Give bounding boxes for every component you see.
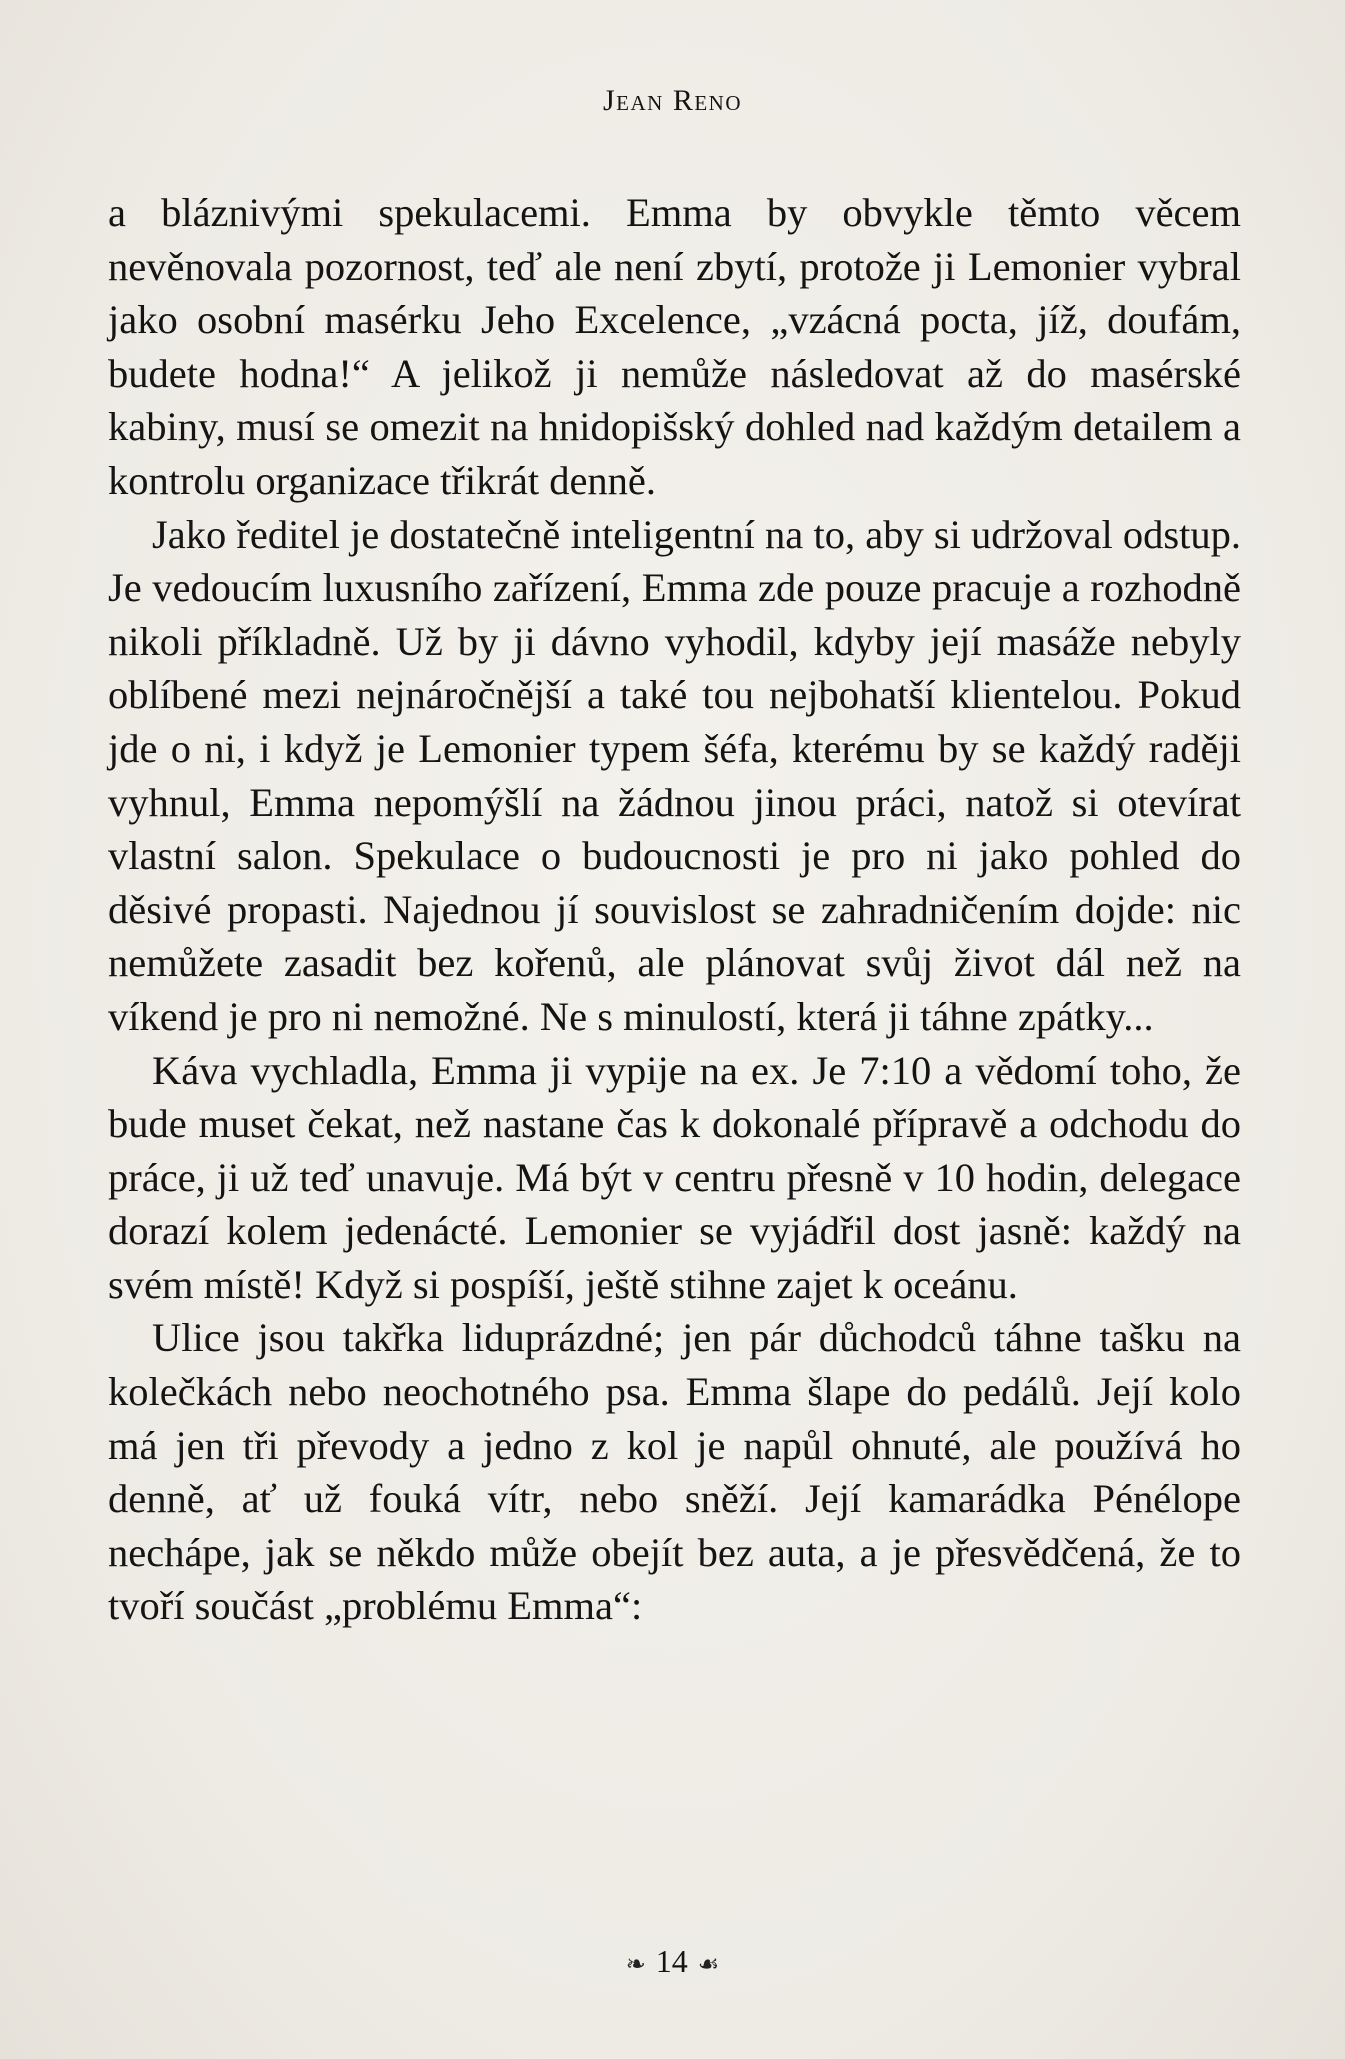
running-head: Jean Reno: [602, 84, 742, 117]
paragraph: Ulice jsou takřka liduprázdné; jen pár důchodců táhne tašku na kolečkách nebo neochotného psa. Emma šlape do pedálů. Její kolo má jen tři převody a jedno z kol je napůl ohnuté, ale používá ho denně, ať už fouká vítr, nebo sněží. Její kamarádka Pénélope nechápe, jak se někdo může obejít bez auta, a je přesvědčená, že to tvoří součást „problému Emma“:: [108, 1315, 1241, 1629]
paragraph: Jako ředitel je dostatečně inteligentní na to, aby si udržoval odstup. Je vedoucím luxusního zařízení, Emma zde pouze pracuje a rozhodně nikoli příkladně. Už by ji dávno vyhodil, kdyby její masáže nebyly oblíbené mezi nejnáročnější a také tou nejbohatší klientelou. Pokud jde o ni, i když je Lemonier typem šéfa, kterému by se každý raději vyhnul, Emma nepomýšlí na žádnou jinou práci, natož si otevírat vlastní salon. Spekulace o budoucnosti je pro ni jako pohled do děsivé propasti. Najednou jí souvislost se zahradničením dojde: nic nemůžete zasadit bez kořenů, ale plánovat svůj život dál než na víkend je pro ni nemožné. Ne s minulostí, která ji táhne zpátky...: [108, 511, 1241, 1039]
body-text: [108, 186, 1241, 1633]
page-number-footer: [0, 1943, 1345, 1980]
paragraph: Káva vychladla, Emma ji vypije na ex. Je 7:10 a vědomí toho, že bude muset čekat, než nastane čas k dokonalé přípravě a odchodu do práce, ji už teď unavuje. Má být v centru přesně v 10 hodin, delegace dorazí kolem jedenácté. Lemonier se vyjádřil dost jasně: každý na svém místě! Když si pospíší, ještě stihne zajet k oceánu.: [108, 1047, 1241, 1307]
page-number: 14: [655, 1943, 688, 1979]
right-fleuron-icon: ☙: [697, 1952, 720, 1979]
left-fleuron-icon: ❧: [625, 1952, 646, 1979]
paragraph: a bláznivými spekulacemi. Emma by obvykle těmto věcem nevěnovala pozornost, teď ale není zbytí, protože ji Lemonier vybral jako osobní masérku Jeho Excelence, „vzácná pocta, jíž, doufám, budete hodna!“ A jelikož ji nemůže následovat až do masérské kabiny, musí se omezit na hnidopišský dohled nad každým detailem a kontrolu organizace třikrát denně.: [108, 190, 1241, 503]
